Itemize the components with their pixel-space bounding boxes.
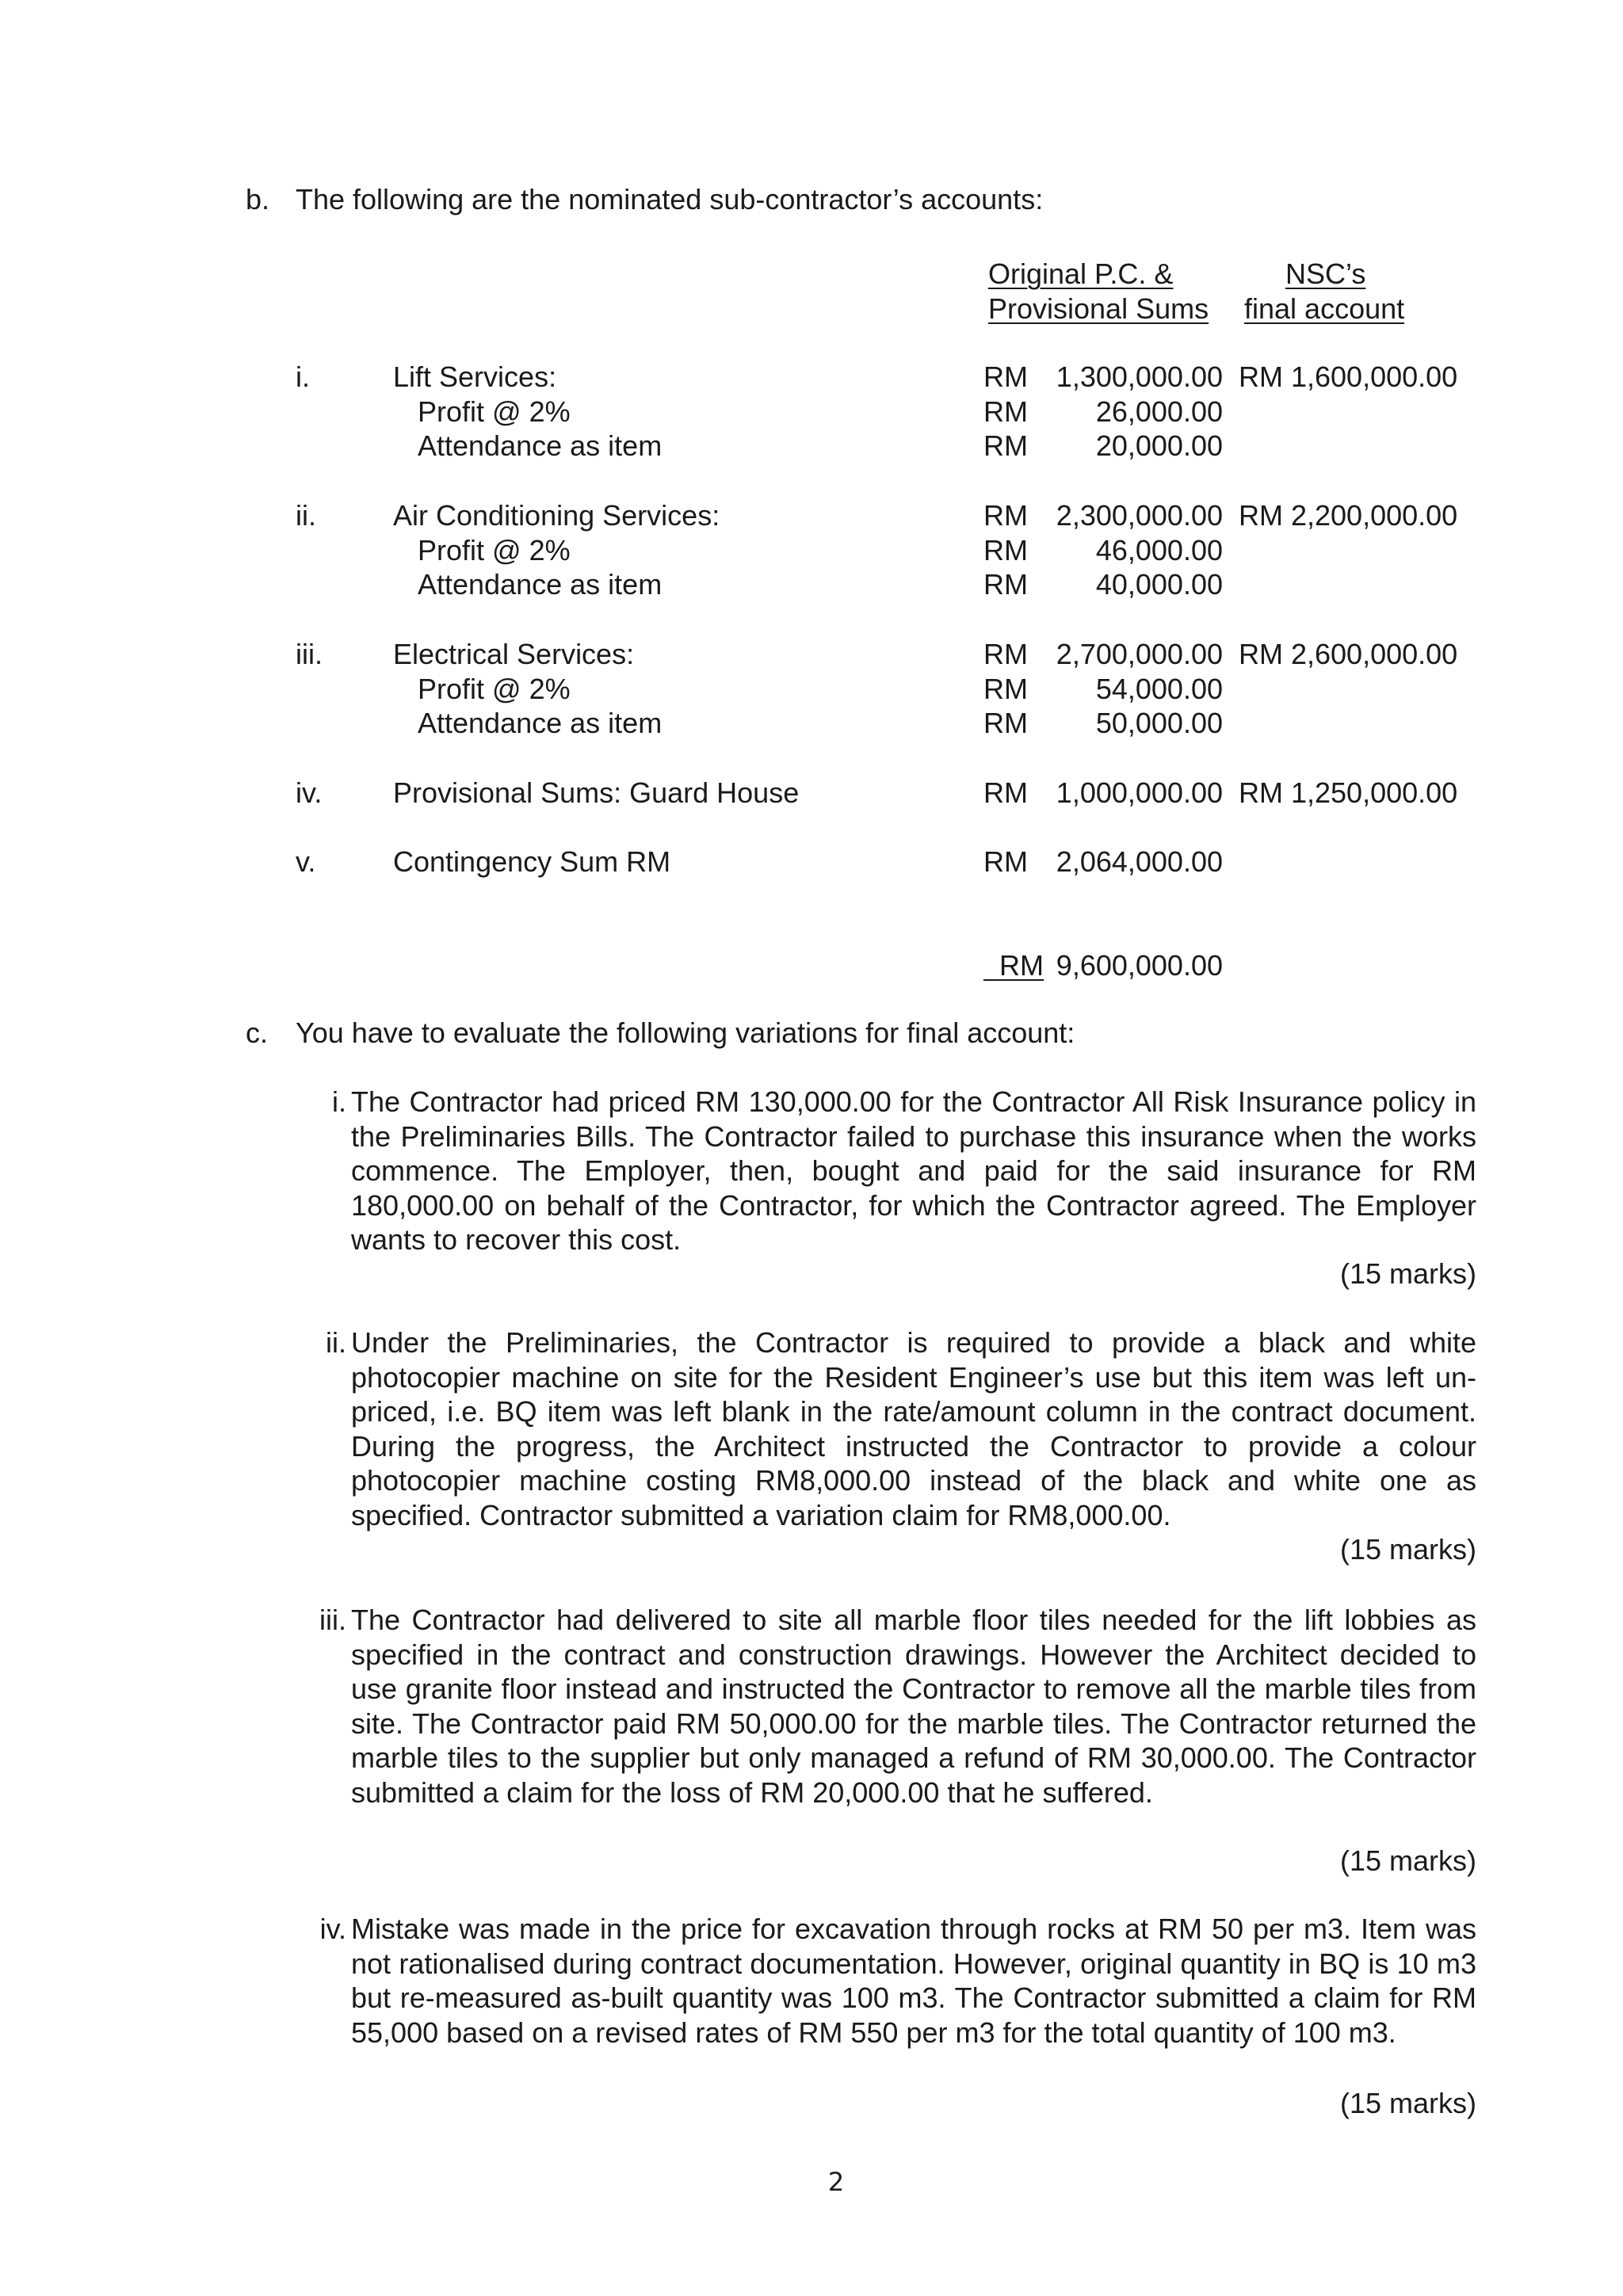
item-i-attendance-rm: RM bbox=[983, 429, 1028, 462]
item-ii-amount: 2,300,000.00 bbox=[1056, 499, 1223, 532]
item-i-attendance-amount: 20,000.00 bbox=[1095, 429, 1223, 462]
item-iii-profit-amount: 54,000.00 bbox=[1095, 673, 1223, 705]
total-row bbox=[983, 913, 1223, 983]
col1-header-line2: Provisional Sums bbox=[988, 292, 1209, 325]
variation-ii-roman: ii. bbox=[326, 1326, 346, 1359]
item-iii-amount: 2,700,000.00 bbox=[1056, 638, 1223, 670]
variation-iii-roman: iii. bbox=[319, 1604, 346, 1636]
item-iv-label: Provisional Sums: Guard House bbox=[393, 776, 800, 809]
item-iv-roman: iv. bbox=[296, 776, 323, 809]
section-c-intro: You have to evaluate the following variations for final account: bbox=[296, 1016, 1075, 1049]
item-v-roman: v. bbox=[296, 845, 316, 878]
item-iii-attendance-label: Attendance as item bbox=[418, 707, 663, 739]
item-iv-rm: RM bbox=[983, 776, 1028, 809]
item-i-profit-label: Profit @ 2% bbox=[418, 395, 571, 428]
variation-ii-marks: (15 marks) bbox=[1339, 1533, 1476, 1566]
item-v-label: Contingency Sum RM bbox=[393, 845, 671, 878]
col1-header-line1: Original P.C. & bbox=[988, 257, 1174, 290]
item-iv-amount: 1,000,000.00 bbox=[1056, 776, 1223, 809]
item-iv-final-account: RM 1,250,000.00 bbox=[1239, 776, 1458, 809]
item-ii-profit-amount: 46,000.00 bbox=[1095, 534, 1223, 566]
item-i-label: Lift Services: bbox=[393, 360, 557, 393]
item-i-attendance-label: Attendance as item bbox=[418, 429, 663, 462]
item-iii-final-account: RM 2,600,000.00 bbox=[1239, 638, 1458, 670]
item-ii-label: Air Conditioning Services: bbox=[393, 499, 720, 532]
variation-iii-text: The Contractor had delivered to site all marble floor tiles needed for the lift lobbies as specified in the contract and construction drawings. However the Architect decided to use granite floor instead and instructed the Contractor to remove all the marble tiles from site. The Contractor paid RM 50,000.00 for the marble tiles. The Contractor returned the marble tiles to the supplier but only managed a refund of RM 30,000.00. The Contractor submitted a claim for the loss of RM 20,000.00 that he suffered. bbox=[351, 1604, 1476, 1809]
variation-iii-marks: (15 marks) bbox=[1339, 1844, 1476, 1877]
item-ii-attendance-amount: 40,000.00 bbox=[1095, 568, 1223, 601]
page-number: 2 bbox=[827, 2167, 845, 2197]
item-i-amount: 1,300,000.00 bbox=[1056, 360, 1223, 393]
item-i-rm: RM bbox=[983, 360, 1028, 393]
item-ii-profit-label: Profit @ 2% bbox=[418, 534, 571, 566]
item-iii-profit-label: Profit @ 2% bbox=[418, 673, 571, 705]
item-ii-final-account: RM 2,200,000.00 bbox=[1239, 499, 1458, 532]
section-c-letter: c. bbox=[246, 1016, 269, 1049]
item-i-roman: i. bbox=[296, 360, 310, 393]
section-b-intro: The following are the nominated sub-contractor’s accounts: bbox=[296, 183, 1044, 215]
item-iii-profit-rm: RM bbox=[983, 673, 1028, 705]
col2-header-line1: NSC’s bbox=[1285, 257, 1366, 290]
item-i-final-account: RM 1,600,000.00 bbox=[1239, 360, 1458, 393]
item-v-rm: RM bbox=[983, 845, 1028, 878]
item-i-profit-rm: RM bbox=[983, 395, 1028, 428]
item-ii-roman: ii. bbox=[296, 499, 316, 532]
item-ii-attendance-label: Attendance as item bbox=[418, 568, 663, 601]
section-b-letter: b. bbox=[246, 183, 270, 215]
item-ii-profit-rm: RM bbox=[983, 534, 1028, 566]
variation-i-text: The Contractor had priced RM 130,000.00 for the Contractor All Risk Insurance policy in the Preliminaries Bills. The Contractor failed to purchase this insurance when the works commence. The Employer, then, bought and paid for the said insurance for RM 180,000.00 on behalf of the Contractor, for which the Contractor agreed. The Employer wants to recover this cost. bbox=[351, 1085, 1476, 1256]
variation-iv-text: Mistake was made in the price for excavation through rocks at RM 50 per m3. Item was not rationalised during contract documentation. However, original quantity in BQ is 10 m3 but re-measured as-built quantity was 100 m3. The Contractor submitted a claim for RM 55,000 based on a revised rates of RM 550 per m3 for the total quantity of 100 m3. bbox=[351, 1913, 1476, 2049]
variation-iv-marks: (15 marks) bbox=[1339, 2087, 1476, 2119]
item-ii-rm: RM bbox=[983, 499, 1028, 532]
item-iii-label: Electrical Services: bbox=[393, 638, 635, 670]
item-iii-roman: iii. bbox=[296, 638, 323, 670]
variation-iv-roman: iv. bbox=[319, 1913, 346, 1945]
item-ii-attendance-rm: RM bbox=[983, 568, 1028, 601]
item-iii-rm: RM bbox=[983, 638, 1028, 670]
col2-header-line2: final account bbox=[1244, 292, 1405, 325]
item-iii-attendance-rm: RM bbox=[983, 707, 1028, 739]
variation-ii-text: Under the Preliminaries, the Contractor is required to provide a black and white photocopier machine on site for the Resident Engineer’s use but this item was left un-priced, i.e. BQ item was left blank in the rate/amount column in the contract document. During the progress, the Architect instructed the Contractor to provide a colour photocopier machine costing RM8,000.00 instead of the black and white one as specified. Contractor submitted a variation claim for RM8,000.00. bbox=[351, 1326, 1476, 1531]
item-iii-attendance-amount: 50,000.00 bbox=[1095, 707, 1223, 739]
item-i-profit-amount: 26,000.00 bbox=[1095, 395, 1223, 428]
variation-i-marks: (15 marks) bbox=[1339, 1257, 1476, 1290]
total-rm: RM bbox=[999, 949, 1044, 982]
variation-i-roman: i. bbox=[332, 1085, 346, 1118]
item-v-amount: 2,064,000.00 bbox=[1056, 845, 1223, 878]
total-amount: 9,600,000.00 bbox=[1056, 949, 1223, 982]
